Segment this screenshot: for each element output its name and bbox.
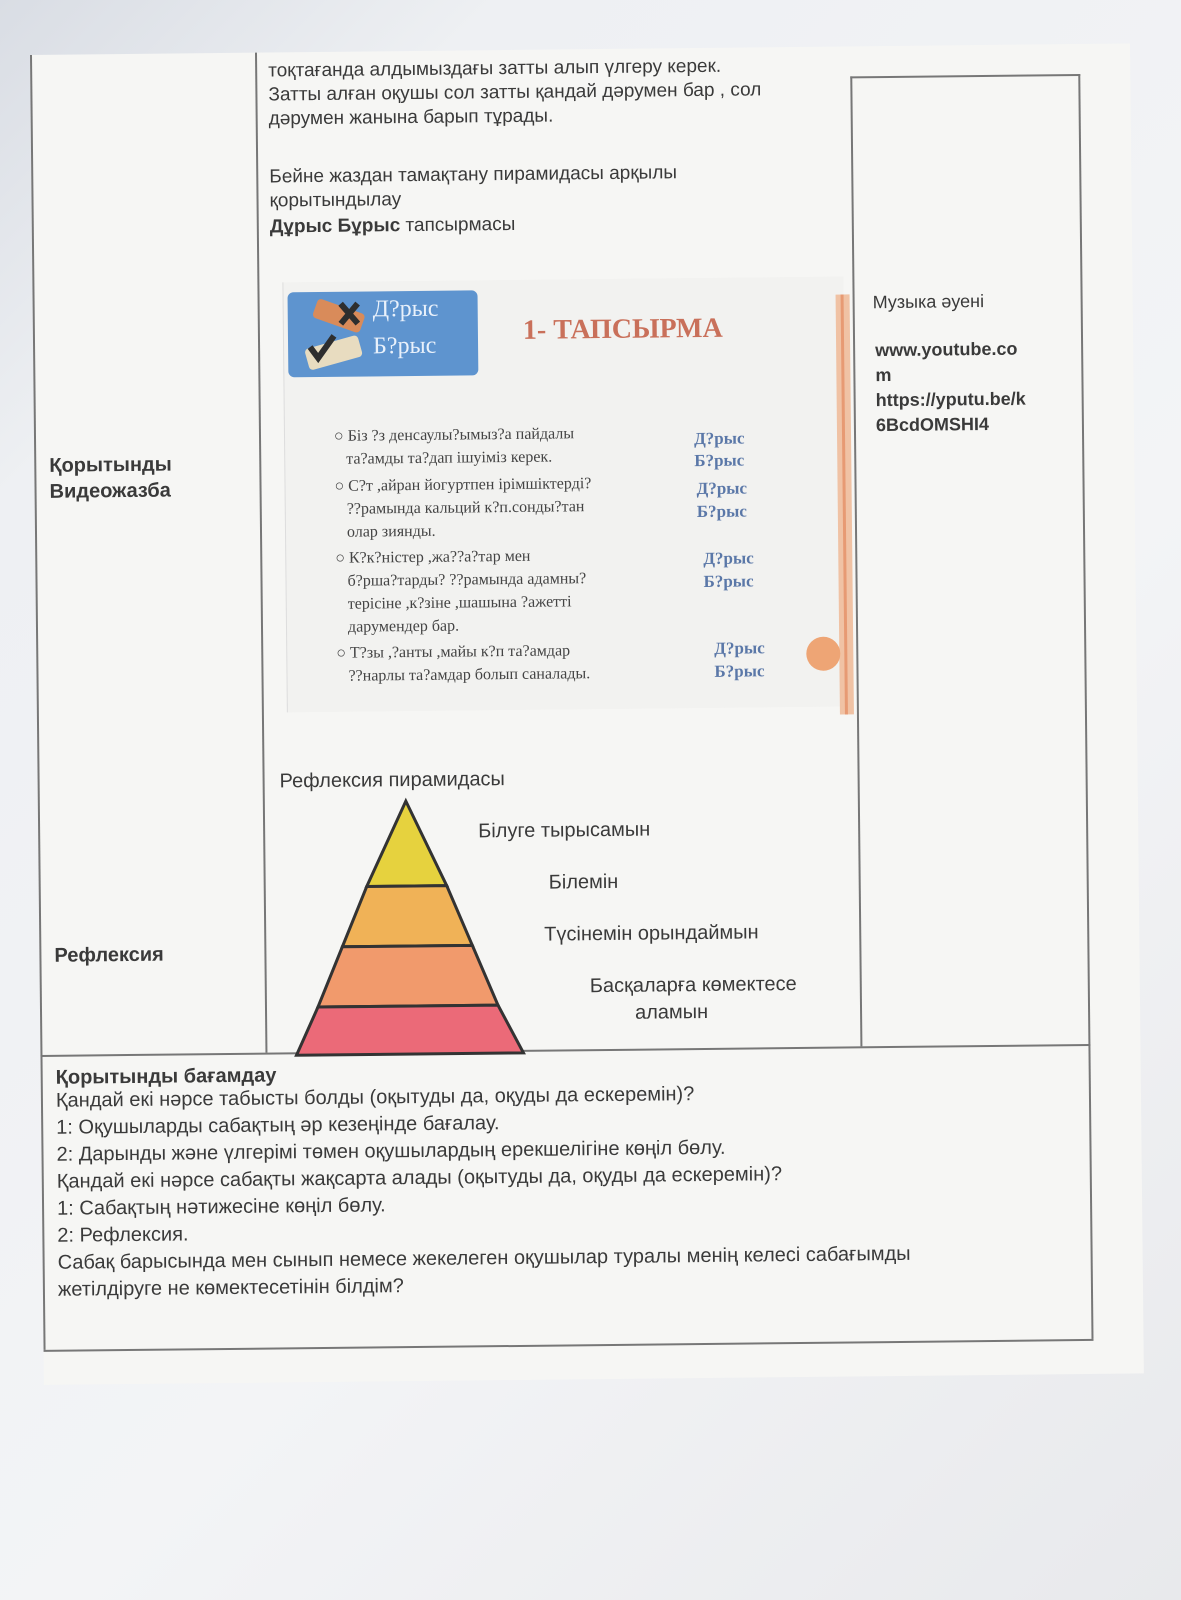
instruction-line-1: тоқтағанда алдымыздағы затты алып үлгеру керек. — [268, 55, 722, 82]
assessment-line: 2: Рефлексия. — [57, 1223, 189, 1247]
assessment-line: 1: Сабақтың нәтижесіне көңіл бөлу. — [56, 1194, 386, 1220]
resource-link-2a: https://yputu.be/k — [875, 388, 1026, 411]
assessment-line: 1: Оқушыларды сабақтың әр кезеңінде бағалау. — [56, 1112, 500, 1139]
table-border-left — [30, 55, 46, 1350]
slide-item: ○ К?к?ністер ,жа??а?тар мен б?рша?тарды? ??рамында адамны? терісіне ,к?зіне ,шашына ?ажетті дарумендер бар. — [335, 547, 587, 636]
item-text: терісіне ,к?зіне ,шашына ?ажетті — [347, 593, 572, 613]
assessment-line: Қандай екі нәрсе табысты болды (оқытуды да, оқуды да ескеремін)? — [55, 1083, 695, 1112]
check-cross-icon — [295, 291, 376, 377]
item-text: Біз ?з денсаулы?ымыз?а пайдалы — [347, 425, 575, 445]
assessment-heading: Қорытынды бағамдау — [55, 1064, 277, 1089]
table-divider-1 — [255, 53, 267, 1053]
pyramid-title: Рефлексия пирамидасы — [279, 768, 505, 793]
pyramid-level-3 — [317, 945, 498, 1007]
assessment-line: Сабақ барысында мен сынып немесе жекелеген оқушылар туралы менің келесі сабағымды — [57, 1242, 911, 1274]
pyramid-level-2 — [342, 885, 473, 946]
resource-music: Музыка әуені — [872, 291, 985, 313]
item-text: ??рамында кальций к?п.сонды?тан — [346, 498, 585, 518]
pyramid-level-1 — [366, 801, 447, 887]
item-text: К?к?ністер ,жа??а?тар мен — [348, 547, 531, 567]
answer-true: Д?рыс — [693, 428, 745, 449]
answer-true: Д?рыс — [696, 478, 748, 499]
task-label-bold: Дұрыс Бұрыс — [269, 215, 401, 238]
answer-false: Б?рыс — [714, 661, 765, 681]
item-text: дарумендер бар. — [347, 617, 460, 636]
pyramid-label-4a: Басқаларға көмектесе — [589, 973, 797, 998]
slide-item: ○ Біз ?з денсаулы?ымыз?а пайдалы та?амды та?дап ішуіміз керек. — [333, 425, 575, 468]
item-text: олар зиянды. — [346, 522, 436, 541]
resource-link-2b: 6BcdOMSHI4 — [875, 413, 990, 436]
table-top-right — [850, 74, 1080, 78]
item-text: ??нарлы та?амдар болып саналады. — [348, 665, 591, 685]
answer-false: Б?рыс — [703, 571, 754, 591]
slide-item: ○ Т?зы ,?анты ,майы к?п та?амдар ??нарлы та?амдар болып саналады. — [336, 642, 591, 685]
assessment-line: 2: Дарынды және үлгерімі төмен оқушылардың ерекшелігіне көңіл бөлу. — [56, 1136, 726, 1166]
assessment-line: жетілдіруге не көмектесетінін білдім? — [57, 1275, 404, 1301]
pyramid-label-1: Білуге тырысамын — [478, 818, 651, 843]
badge-line-2: Б?рыс — [372, 332, 437, 360]
badge-line-1: Д?рыс — [372, 295, 439, 323]
instruction-line-3: дәрумен жанына барып тұрады. — [268, 105, 554, 130]
task-label — [270, 214, 516, 239]
left-col-conclusion-2: Видеожазба — [49, 479, 171, 503]
assessment-line: Қандай екі нәрсе сабақты жақсарта алады (оқытуды да, оқуды да ескеремін)? — [56, 1163, 783, 1193]
item-text: та?амды та?дап ішуіміз керек. — [346, 448, 553, 468]
item-text: С?т ,айран йогуртпен ірімшіктерді? — [348, 475, 592, 495]
answer-false: Б?рыс — [696, 501, 747, 522]
pyramid-label-4b: аламын — [634, 1000, 709, 1024]
answer-true: Д?рыс — [714, 638, 765, 658]
slide-dot — [806, 637, 840, 671]
resource-link-1a: www.youtube.co — [875, 338, 1018, 361]
answer-false: Б?рыс — [694, 450, 745, 471]
instruction-line-2: Затты алған оқушы сол затты қандай дәрумен бар , сол — [268, 79, 762, 106]
table-bottom-line — [44, 1339, 1094, 1352]
left-col-conclusion-1: Қорытынды — [49, 453, 172, 477]
left-col-reflection: Рефлексия — [54, 943, 164, 967]
pyramid-label-2: Білемін — [548, 870, 619, 894]
item-text: Т?зы ,?анты ,майы к?п та?амдар — [349, 642, 571, 662]
pyramid-label-3: Түсінемін орындаймын — [544, 921, 759, 946]
pyramid-level-4 — [296, 1005, 523, 1055]
table-border-right — [1078, 74, 1093, 1339]
item-text: б?рша?тарды? ??рамында адамны? — [347, 570, 587, 590]
task-label-rest: тапсырмасы — [400, 213, 516, 237]
resource-link-1b: m — [875, 364, 892, 386]
video-description-line-1: Бейне жаздан тамақтану пирамидасы арқылы — [269, 162, 678, 188]
slide-title: 1- ТАПСЫРМА — [522, 312, 723, 346]
document-page — [30, 43, 1144, 1384]
answer-true: Д?рыс — [703, 548, 754, 568]
video-description-line-2: қорытындылау — [269, 189, 402, 212]
slide-item: ○ С?т ,айран йогуртпен ірімшіктерді? ??рамында кальций к?п.сонды?тан олар зиянды. — [334, 475, 592, 541]
